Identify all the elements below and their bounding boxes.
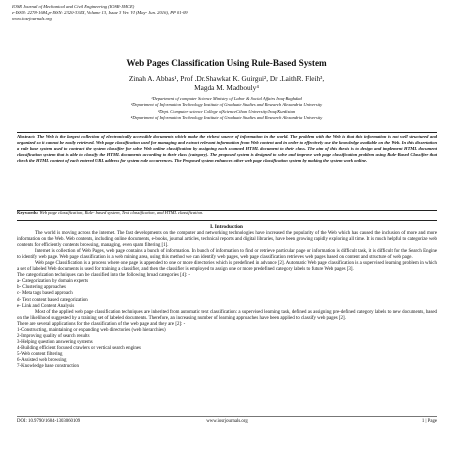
paragraph-1: The world is moving across the internet. The fast developments on the computer and networking technologies have increased the popularity of the Web which has caused the inclusion of more and more information on the Web. Web contents, including online documents, e-books, journal articles, technical reports and digital libraries, have been growing rapidly exploring all time. It is much helpful to categorize web contents for efficiently contents browsing, managing, even spam filtering [1]. [17, 231, 437, 249]
journal-name: IOSR Journal of Mechanical and Civil Engineering (IOSR-JMCE) [12, 4, 135, 9]
introduction-body [17, 231, 437, 370]
abstract-label: Abstract: [17, 134, 36, 139]
abstract-divider [17, 220, 437, 221]
paragraph-2: Internet is collection of Web Pages, web page contains a bunch of information. In bunch of information to find or retrieve particular page or information is difficult task, it is difficult for the Search Engine to identify web page. Web page classification is a web mining area, using this method we can identify web pages, web page classification retrieves web pages based on content and structure of web page. [17, 249, 437, 261]
journal-header [12, 4, 442, 22]
footer-divider [17, 416, 437, 417]
list-item: 1-Constructing, maintaining or expanding web directories (web hierarchies) [17, 327, 166, 333]
list-item: 7-Knowledge base construction [17, 364, 79, 370]
paragraph-3: Web page Classification is a process where one page is appended to one or more directories which is predefined in advance [2]. Automatic Web page classification is a supervised learning problem in which a set of labeled Web documents is used for training a classifier, and then the classifier is employed to assign one or more predefined category labels to future Web pages [3]. [17, 261, 437, 273]
authors-line-2: Magda M. Madbouly⁴ [194, 83, 259, 92]
keywords-text: Web page classification, Rule- based system, Text classification, and HTML classification. [39, 210, 204, 215]
paragraph-4: The categorization techniques can be classified into the following broad categories [4]: - [17, 273, 191, 279]
footer-doi: DOI: 10.9790/1684-1303060109 [17, 419, 81, 424]
footer-site[interactable]: www.iosrjournals.org [206, 419, 248, 424]
paper-title: Web Pages Classification Using Rule-Based System [126, 58, 327, 68]
list-item: 6-Assisted web browsing [17, 357, 67, 363]
affiliation-2: ²Department of Information Technology Institute of Graduate Studies and Research Alexandria University [130, 102, 323, 108]
list-item: 3-Helping question answering systems [17, 339, 93, 345]
authors-line-1: Zinah A. Abbas¹, Prof .Dr.Shawkat K. Guirgui², Dr .LaithR. Fleih³, [128, 74, 325, 83]
list-item: 5-Web content filtering [17, 351, 63, 357]
section-heading: I. Introduction [210, 224, 243, 230]
list-item: c- Meta tags based approach [17, 291, 73, 297]
abstract [17, 132, 437, 211]
keywords [17, 210, 437, 216]
abstract-text: The Web is the largest collection of electronically accessible documents which make the richest source of information in the world. The problem with the Web is that this information is not well structured and organized so it cannot be easily retrieved. Web page classification used for managing and extract relevant information from Web content and in order to effectively use the knowledge available on the Web. In this dissertation a rule base system used to contract the system classifier for solve Web online classification by assigning each scanned HTML document to their class. The aim of this thesis is to design and implement HTML document classification system that is able to classify the HTML documents according to their class (category). The proposed system is designed to solve and improve web page classification problem using Rule-Based Classifier that check the HTML content of each entered URL address for system rule occurrences. The Proposed system enhances other web page classification system by making the system work online. [17, 134, 437, 164]
affiliation-1: ¹Department of computer Science Ministry of Labor & Social Affairs Iraq-Baghdad [151, 96, 302, 101]
keywords-label: Keywords: [17, 210, 39, 215]
list-item: b- Clustering approaches [17, 285, 66, 291]
affiliation-4: ⁴Department of Information Technology Institute of Graduate Studies and Research Alexandria University [130, 114, 323, 120]
paragraph-5: Most of the applied web page classification techniques are inherited from automatic text classification: a supervised learning task, defined as assigning pre-defined category labels to new documents, based on the likelihood suggested by a training set of labeled documents. Therefore, an increasing number of learning approaches have been applied to classify web pages [2]. [17, 309, 437, 321]
journal-issn: e-ISSN: 2278-1684,p-ISSN: 2320-334X, Volume 13, Issue 3 Ver. VI (May- Jun. 2016), PP 01-09 [12, 10, 188, 15]
journal-site[interactable]: www.iosrjournals.org [12, 16, 52, 21]
list-item: d- Text content based categorization [17, 297, 88, 303]
list-item: e- Link and Content Analysis [17, 303, 75, 309]
affiliation-block [0, 96, 453, 121]
affiliation-3: ³Dept. Computer science College ofScienceCihan University/Iraq/Kurdistan [157, 108, 296, 114]
list-item: 4-Building efficient focused crawlers or vertical search engines [17, 345, 141, 351]
list-item: a- Categorization by domain experts [17, 279, 89, 285]
list-item: 2-Improving quality of search results [17, 333, 90, 339]
author-block [0, 74, 453, 92]
footer-page-number: 1 | Page [421, 419, 437, 424]
paragraph-6: There are several applications for the classification of the web page and they are [2]: - [17, 321, 186, 327]
